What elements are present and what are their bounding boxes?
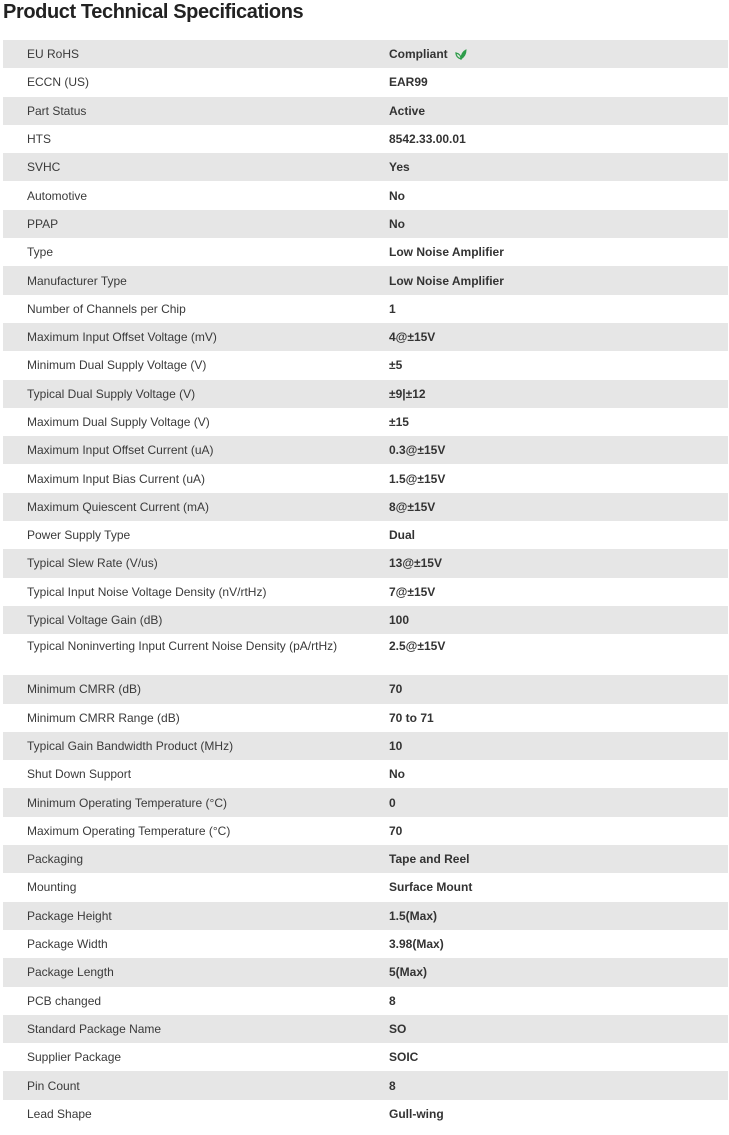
spec-row (3, 97, 728, 125)
spec-label: SVHC (27, 160, 61, 175)
spec-value: 10 (389, 738, 403, 753)
spec-row (3, 380, 728, 408)
spec-value: SO (389, 1021, 407, 1036)
spec-value-cell (387, 549, 728, 577)
page-title: Product Technical Specifications (3, 1, 304, 23)
spec-value-cell (387, 873, 728, 901)
spec-value-cell (387, 958, 728, 986)
spec-row (3, 958, 728, 986)
spec-row (3, 817, 728, 845)
spec-table-body (3, 40, 728, 1128)
spec-label: Minimum CMRR Range (dB) (27, 710, 180, 725)
spec-value: No (389, 216, 405, 231)
spec-value-cell (387, 68, 728, 96)
spec-row (3, 634, 728, 675)
spec-label: Minimum Operating Temperature (°C) (27, 795, 227, 810)
spec-value: 13@±15V (389, 556, 442, 571)
spec-value: 8 (389, 993, 396, 1008)
spec-label: Maximum Quiescent Current (mA) (27, 499, 210, 514)
spec-row (3, 549, 728, 577)
spec-value: 1.5(Max) (389, 908, 438, 923)
spec-label: Package Length (27, 965, 114, 980)
spec-value-cell (387, 408, 728, 436)
spec-label: HTS (27, 132, 51, 147)
spec-value-cell (387, 493, 728, 521)
spec-value-cell (387, 521, 728, 549)
spec-value: No (389, 188, 405, 203)
spec-value: 0 (389, 795, 396, 810)
spec-label: Maximum Input Offset Current (uA) (27, 443, 214, 458)
spec-value-cell (387, 295, 728, 323)
spec-row (3, 40, 728, 68)
spec-value-cell (387, 380, 728, 408)
spec-label: Maximum Operating Temperature (°C) (27, 823, 231, 838)
leaf-icon (454, 48, 468, 60)
spec-value-cell (387, 788, 728, 816)
spec-row (3, 351, 728, 379)
spec-value: 8 (389, 1078, 396, 1093)
spec-row (3, 732, 728, 760)
spec-value: No (389, 767, 405, 782)
spec-label: Standard Package Name (27, 1021, 162, 1036)
spec-row (3, 295, 728, 323)
spec-value-cell (387, 930, 728, 958)
spec-label: Maximum Input Offset Voltage (mV) (27, 330, 217, 345)
spec-value-cell (387, 266, 728, 294)
spec-value: ±15 (389, 415, 409, 429)
spec-row (3, 408, 728, 436)
spec-row (3, 1015, 728, 1043)
spec-label: Typical Slew Rate (V/us) (27, 556, 158, 571)
spec-value: 7@±15V (389, 584, 436, 599)
spec-label: Typical Noninverting Input Current Noise Density (pA/rtHz) (27, 639, 338, 654)
spec-row (3, 323, 728, 351)
spec-value: Compliant (389, 47, 448, 62)
spec-row (3, 1043, 728, 1071)
spec-value-cell (387, 732, 728, 760)
spec-value: 0.3@±15V (389, 443, 446, 458)
spec-row (3, 902, 728, 930)
spec-value: Low Noise Amplifier (389, 273, 504, 288)
spec-value: Yes (389, 160, 410, 175)
spec-label: Typical Gain Bandwidth Product (MHz) (27, 738, 234, 753)
spec-label: Package Height (27, 908, 112, 923)
spec-value: 4@±15V (389, 330, 436, 345)
spec-value-cell (387, 436, 728, 464)
spec-value: 8542.33.00.01 (389, 132, 466, 147)
spec-row (3, 125, 728, 153)
spec-row (3, 181, 728, 209)
spec-value: Tape and Reel (389, 852, 470, 867)
spec-value-cell (387, 845, 728, 873)
spec-row (3, 704, 728, 732)
spec-value-cell (387, 238, 728, 266)
spec-row (3, 675, 728, 703)
spec-value-cell (387, 1071, 728, 1099)
spec-value: 2.5@±15V (389, 639, 446, 654)
spec-label: Type (27, 245, 54, 260)
spec-value-cell (387, 902, 728, 930)
spec-value-cell (387, 704, 728, 732)
spec-label: Lead Shape (27, 1106, 92, 1121)
spec-value-cell (387, 578, 728, 606)
spec-value: Dual (389, 528, 416, 543)
spec-value-cell (387, 125, 728, 153)
spec-row (3, 493, 728, 521)
spec-label: Minimum CMRR (dB) (27, 682, 141, 697)
spec-label: Pin Count (27, 1078, 80, 1093)
spec-label: Packaging (27, 852, 84, 867)
spec-row (3, 436, 728, 464)
spec-value-cell (387, 987, 728, 1015)
spec-value-cell (387, 634, 728, 675)
spec-label: Supplier Package (27, 1050, 122, 1065)
spec-label: Typical Voltage Gain (dB) (27, 613, 163, 628)
spec-value-cell (387, 1015, 728, 1043)
spec-row (3, 210, 728, 238)
spec-value: ±9|±12 (389, 386, 426, 401)
spec-value-cell (387, 210, 728, 238)
spec-label: PCB changed (27, 993, 102, 1008)
spec-label: Power Supply Type (27, 528, 131, 543)
spec-value-cell (387, 153, 728, 181)
spec-value: 100 (389, 613, 410, 628)
spec-row (3, 238, 728, 266)
spec-value: 70 to 71 (389, 710, 434, 725)
spec-value: 70 (389, 823, 403, 838)
spec-row (3, 930, 728, 958)
spec-row (3, 1100, 728, 1128)
spec-value-cell (387, 181, 728, 209)
spec-label: Maximum Input Bias Current (uA) (27, 471, 206, 486)
spec-value: ±5 (389, 358, 403, 373)
spec-label: EU RoHS (27, 47, 80, 62)
spec-value: 8@±15V (389, 499, 436, 514)
spec-row (3, 606, 728, 634)
spec-label: Shut Down Support (27, 767, 132, 782)
spec-value-cell (387, 97, 728, 125)
spec-label: Typical Input Noise Voltage Density (nV/rtHz) (27, 584, 267, 599)
spec-value-cell (387, 40, 728, 68)
spec-value: 3.98(Max) (389, 937, 444, 952)
spec-value: EAR99 (389, 75, 428, 90)
spec-row (3, 1071, 728, 1099)
spec-row (3, 845, 728, 873)
spec-label: Automotive (27, 188, 88, 203)
spec-label: PPAP (27, 216, 59, 231)
spec-value-cell (387, 817, 728, 845)
spec-label: Package Width (27, 937, 108, 952)
spec-label: Maximum Dual Supply Voltage (V) (27, 415, 210, 429)
spec-label: ECCN (US) (27, 75, 89, 90)
spec-row (3, 578, 728, 606)
spec-value: 70 (389, 682, 403, 697)
spec-label: Manufacturer Type (27, 273, 127, 288)
spec-label: Mounting (27, 880, 77, 895)
spec-value: Gull-wing (389, 1106, 444, 1121)
spec-row (3, 68, 728, 96)
spec-row (3, 153, 728, 181)
spec-value-cell (387, 606, 728, 634)
spec-row (3, 521, 728, 549)
spec-value-cell (387, 351, 728, 379)
spec-value: Active (389, 103, 426, 118)
spec-value-cell (387, 323, 728, 351)
spec-label: Typical Dual Supply Voltage (V) (27, 386, 196, 401)
spec-value: 5(Max) (389, 965, 428, 980)
spec-row (3, 987, 728, 1015)
spec-value: 1.5@±15V (389, 471, 446, 486)
spec-label: Number of Channels per Chip (27, 301, 186, 316)
spec-value-cell (387, 1043, 728, 1071)
spec-label: Minimum Dual Supply Voltage (V) (27, 358, 207, 373)
spec-value: 1 (389, 301, 396, 316)
spec-value-cell (387, 1100, 728, 1128)
spec-value: Low Noise Amplifier (389, 245, 504, 260)
spec-row (3, 464, 728, 492)
spec-row (3, 788, 728, 816)
spec-label: Part Status (27, 103, 87, 118)
spec-value-cell (387, 464, 728, 492)
spec-row (3, 760, 728, 788)
spec-row (3, 266, 728, 294)
spec-value-cell (387, 760, 728, 788)
spec-row (3, 873, 728, 901)
spec-value-cell (387, 675, 728, 703)
spec-value: Surface Mount (389, 880, 473, 895)
spec-value: SOIC (389, 1050, 419, 1065)
spec-table (3, 40, 728, 1128)
